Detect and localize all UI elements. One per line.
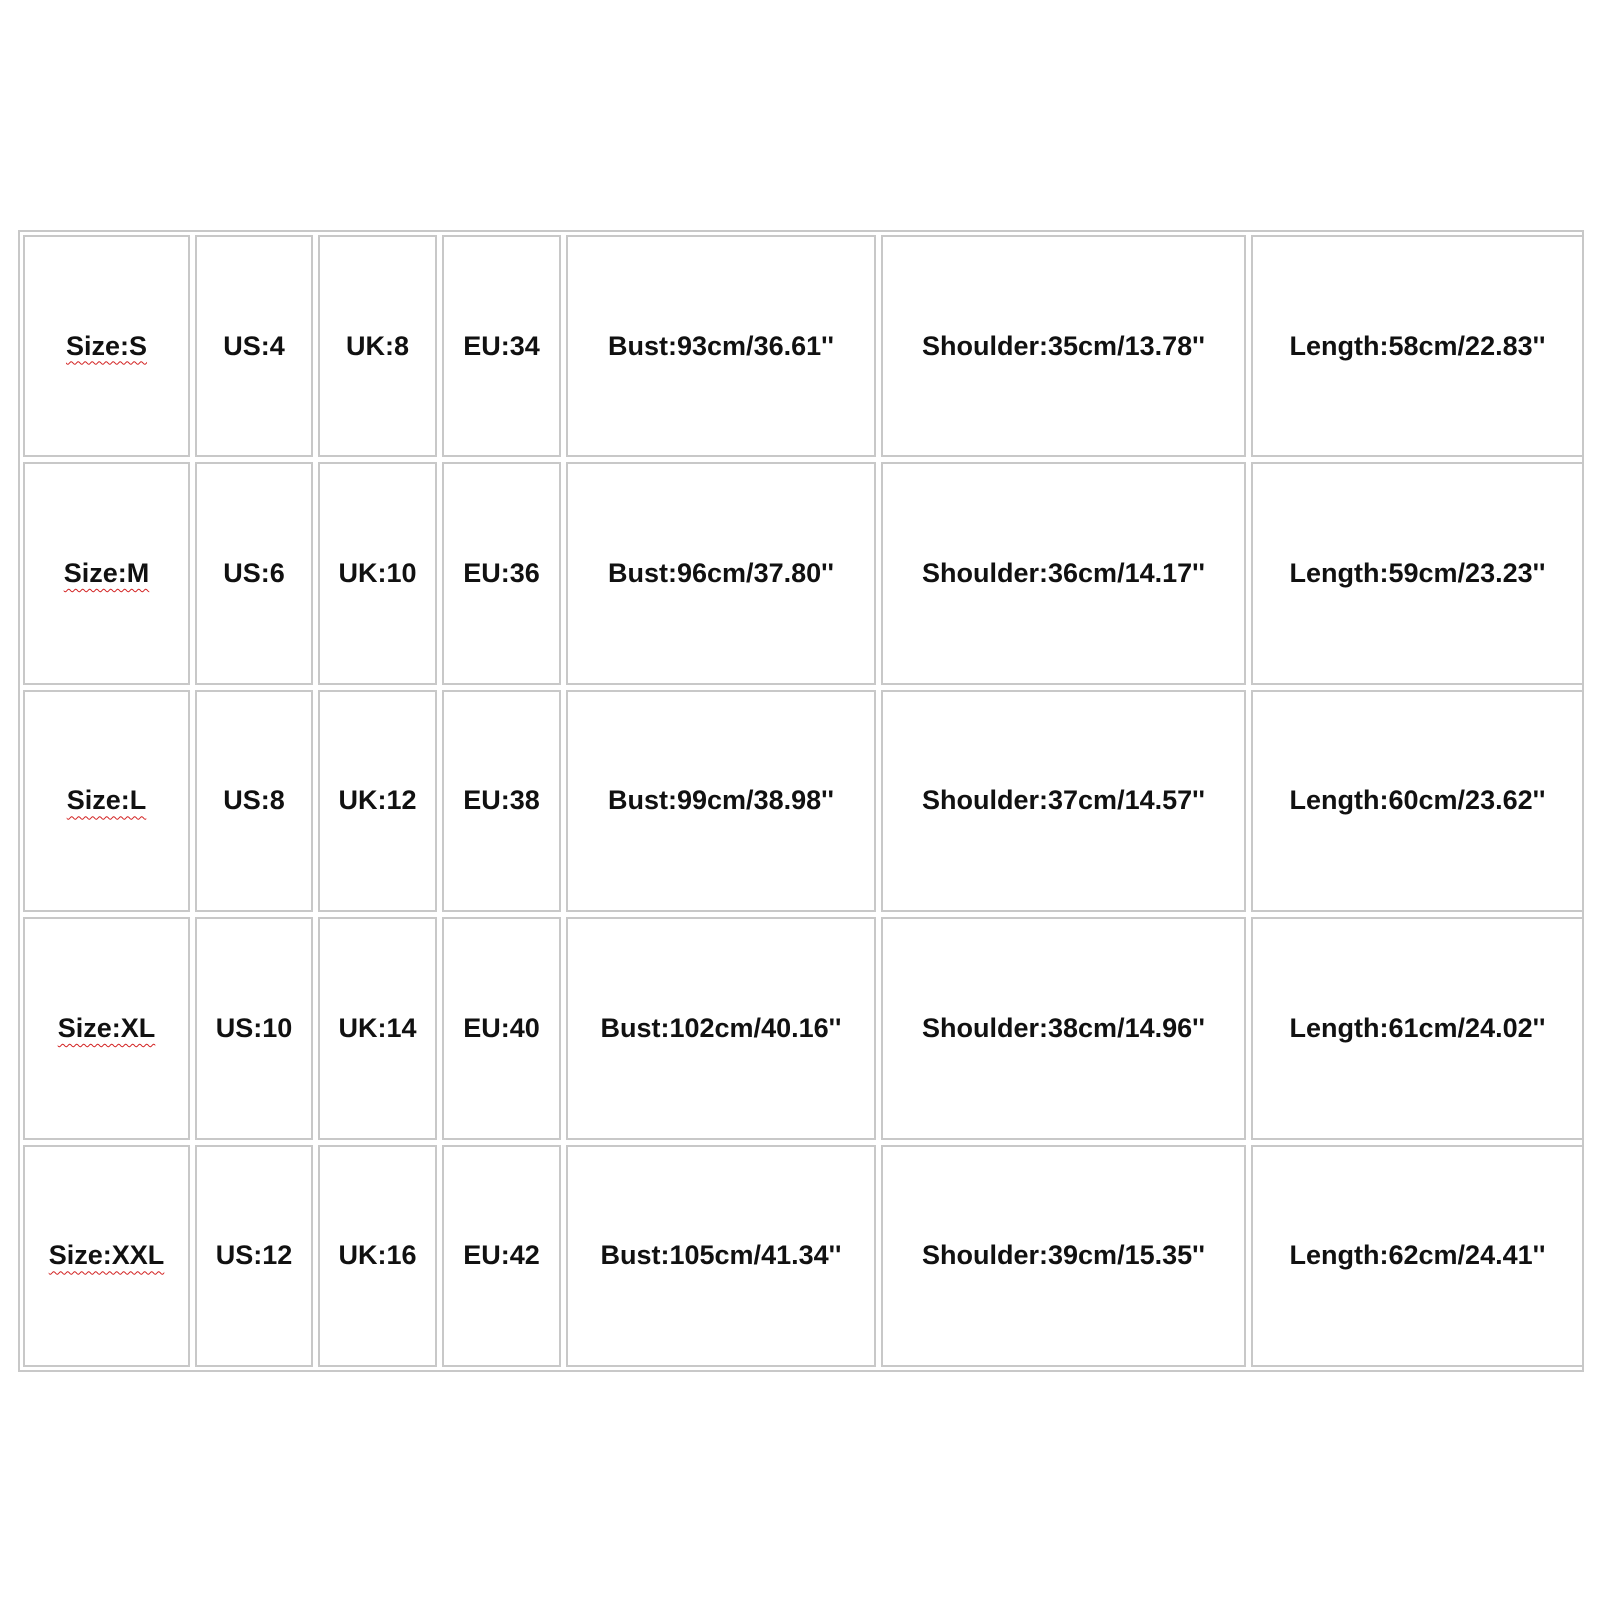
table-row — [23, 917, 1584, 1139]
size-label: Size:M — [63, 558, 150, 589]
size-chart — [18, 230, 1584, 1372]
us-size-cell: US:10 — [195, 917, 313, 1139]
eu-size-cell: EU:38 — [442, 690, 561, 912]
size-cell — [23, 1145, 190, 1367]
us-size-cell: US:8 — [195, 690, 313, 912]
size-cell — [23, 917, 190, 1139]
table-row — [23, 1145, 1584, 1367]
bust-cell: Bust:105cm/41.34'' — [566, 1145, 876, 1367]
eu-size-cell: EU:34 — [442, 235, 561, 457]
bust-cell: Bust:96cm/37.80'' — [566, 462, 876, 684]
eu-size-cell: EU:36 — [442, 462, 561, 684]
shoulder-cell: Shoulder:36cm/14.17'' — [881, 462, 1246, 684]
table-row — [23, 235, 1584, 457]
uk-size-cell: UK:12 — [318, 690, 437, 912]
uk-size-cell: UK:14 — [318, 917, 437, 1139]
shoulder-cell: Shoulder:39cm/15.35'' — [881, 1145, 1246, 1367]
us-size-cell: US:4 — [195, 235, 313, 457]
size-label: Size:L — [66, 785, 147, 816]
uk-size-cell: UK:16 — [318, 1145, 437, 1367]
shoulder-cell: Shoulder:35cm/13.78'' — [881, 235, 1246, 457]
size-label: Size:XL — [57, 1012, 156, 1043]
eu-size-cell: EU:42 — [442, 1145, 561, 1367]
bust-cell: Bust:102cm/40.16'' — [566, 917, 876, 1139]
length-cell: Length:61cm/24.02'' — [1251, 917, 1584, 1139]
uk-size-cell: UK:10 — [318, 462, 437, 684]
bust-cell: Bust:99cm/38.98'' — [566, 690, 876, 912]
table-row — [23, 690, 1584, 912]
shoulder-cell: Shoulder:38cm/14.96'' — [881, 917, 1246, 1139]
table-row — [23, 462, 1584, 684]
bust-cell: Bust:93cm/36.61'' — [566, 235, 876, 457]
length-cell: Length:60cm/23.62'' — [1251, 690, 1584, 912]
us-size-cell: US:12 — [195, 1145, 313, 1367]
size-cell — [23, 462, 190, 684]
shoulder-cell: Shoulder:37cm/14.57'' — [881, 690, 1246, 912]
size-label: Size:XXL — [48, 1240, 165, 1271]
length-cell: Length:62cm/24.41'' — [1251, 1145, 1584, 1367]
size-table — [18, 230, 1589, 1372]
eu-size-cell: EU:40 — [442, 917, 561, 1139]
uk-size-cell: UK:8 — [318, 235, 437, 457]
size-cell — [23, 235, 190, 457]
length-cell: Length:58cm/22.83'' — [1251, 235, 1584, 457]
length-cell: Length:59cm/23.23'' — [1251, 462, 1584, 684]
us-size-cell: US:6 — [195, 462, 313, 684]
size-cell — [23, 690, 190, 912]
size-label: Size:S — [65, 330, 148, 361]
